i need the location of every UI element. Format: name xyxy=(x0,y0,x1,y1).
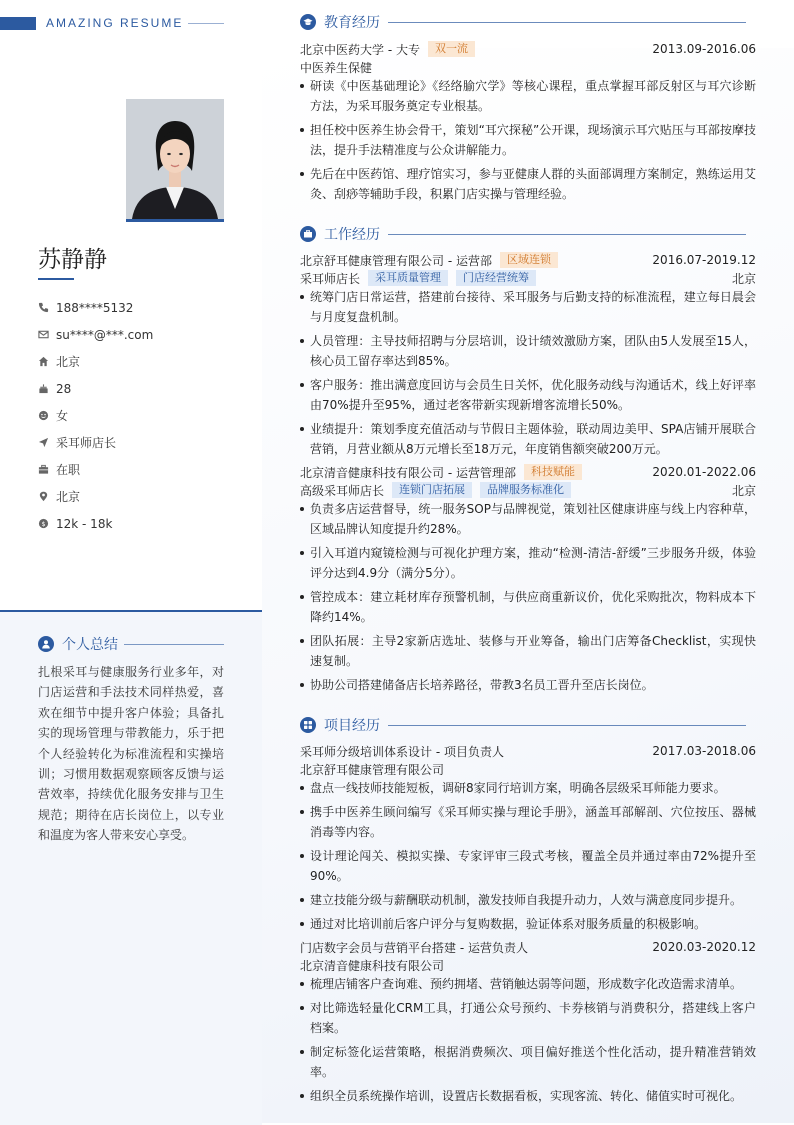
gender-text: 女 xyxy=(56,409,69,423)
job-1-city: 北京 xyxy=(731,271,756,286)
list-item: 人员管理：主导技师招聘与分层培训，设计绩效激励方案，团队由5人发展至15人，核心员工留存率达到85%。 xyxy=(300,331,756,371)
job-1-skill-tag: 门店经营统筹 xyxy=(456,270,536,286)
job-2-skill-tag: 连锁门店拓展 xyxy=(392,482,472,498)
user-icon xyxy=(38,636,54,652)
list-item: 业绩提升：策划季度充值活动与节假日主题体验，联动周边美甲、SPA店铺开展联合营销，月营业额从8万元增长至18万元，年度销售额突破200万元。 xyxy=(300,419,756,459)
projects-header xyxy=(300,715,746,735)
summary-divider xyxy=(124,644,224,645)
age-text: 28 xyxy=(56,381,72,396)
job-2-company-line xyxy=(300,463,756,481)
job-1-date: 2016.07-2019.12 xyxy=(652,253,756,267)
education-tag: 双一流 xyxy=(428,41,475,57)
education-major-line xyxy=(300,58,756,76)
project-2-name: 门店数字会员与营销平台搭建 - 运营负责人 xyxy=(300,940,528,955)
job-2-role: 高级采耳师店长 xyxy=(300,483,385,498)
job-2-role-line xyxy=(300,481,756,499)
project-1-org-line xyxy=(300,760,756,778)
info-email xyxy=(38,321,248,348)
info-home xyxy=(38,348,248,375)
brand-divider xyxy=(188,23,224,24)
job-1-bullets xyxy=(300,287,756,463)
list-item: 管控成本：建立耗材库存预警机制，与供应商重新议价，优化采购批次，物料成本下降约14%。 xyxy=(300,587,756,627)
project-1-org: 北京舒耳健康管理有限公司 xyxy=(300,762,445,777)
grid-icon xyxy=(300,717,316,733)
project-2-date: 2020.03-2020.12 xyxy=(652,940,756,954)
briefcase-icon xyxy=(38,464,49,475)
list-item: 协助公司搭建储备店长培养路径，带教3名员工晋升至店长岗位。 xyxy=(300,675,756,695)
job-1-role: 采耳师店长 xyxy=(300,271,361,286)
info-status xyxy=(38,456,248,483)
brand-label: AMAZING RESUME xyxy=(46,16,184,30)
work-header xyxy=(300,224,746,244)
list-item: 担任校中医养生协会骨干，策划“耳穴探秘”公开课，现场演示耳穴贴压与耳部按摩技法，提升手法精准度与公众讲解能力。 xyxy=(300,120,756,160)
info-location xyxy=(38,483,248,510)
job-1-skill-tag: 采耳质量管理 xyxy=(368,270,448,286)
list-item: 设计理论闯关、模拟实操、专家评审三段式考核，覆盖全员并通过率由72%提升至90%。 xyxy=(300,846,756,886)
location-icon xyxy=(38,491,49,502)
job-2-date: 2020.01-2022.06 xyxy=(652,465,756,479)
smile-icon xyxy=(38,410,49,421)
education-divider xyxy=(388,22,746,23)
info-phone xyxy=(38,294,248,321)
send-icon xyxy=(38,437,49,448)
list-item: 研读《中医基础理论》《经络腧穴学》等核心课程，重点掌握耳部反射区与耳穴诊断方法，为采耳服务奠定专业根基。 xyxy=(300,76,756,116)
education-school-line xyxy=(300,40,756,58)
info-age xyxy=(38,375,248,402)
job-1-role-line xyxy=(300,269,756,287)
info-gender xyxy=(38,402,248,429)
list-item: 客户服务：推出满意度回访与会员生日关怀，优化服务动线与沟通话术，线上好评率由70%提升至95%，通过老客带新实现新增客流增长50%。 xyxy=(300,375,756,415)
list-item: 团队拓展：主导2家新店选址、装修与开业筹备，输出门店筹备Checklist，实现快速复制。 xyxy=(300,631,756,671)
salary-text: 12k - 18k xyxy=(56,516,113,531)
candidate-name: 苏静静 xyxy=(38,247,107,273)
project-1-name: 采耳师分级培训体系设计 - 项目负责人 xyxy=(300,744,504,759)
info-salary xyxy=(38,510,248,537)
location-text: 北京 xyxy=(56,490,81,504)
name-underline xyxy=(38,278,74,280)
job-1-company-line xyxy=(300,251,756,269)
phone-icon xyxy=(38,302,49,313)
position-text: 采耳师店长 xyxy=(56,436,117,450)
profile-photo xyxy=(126,99,224,222)
list-item: 对比筛选轻量化CRM工具，打通公众号预约、卡券核销与消费积分，搭建线上客户档案。 xyxy=(300,998,756,1038)
home-icon xyxy=(38,356,49,367)
list-item: 统筹门店日常运营，搭建前台接待、采耳服务与后勤支持的标准流程，建立每日晨会与月度复盘机制。 xyxy=(300,287,756,327)
info-position xyxy=(38,429,248,456)
project-2-bullets xyxy=(300,974,756,1110)
job-2-bullets xyxy=(300,499,756,699)
list-item: 盘点一线技师技能短板，调研8家同行培训方案，明确各层级采耳师能力要求。 xyxy=(300,778,756,798)
job-2-city: 北京 xyxy=(731,483,756,498)
summary-header xyxy=(38,634,224,654)
list-item: 通过对比培训前后客户评分与复购数据，验证体系对服务质量的积极影响。 xyxy=(300,914,756,934)
summary-text: 扎根采耳与健康服务行业多年，对门店运营和手法技术同样热爱，喜欢在细节中提升客户体验；具备扎实的现场管理与带教能力，乐于把个人经验转化为标准流程和实操培训；习惯用数据观察顾客反馈与运营效率，持续优化服务安排与卫生规范；期待在店长岗位上，以专业和温度为客人带来安心享受。 xyxy=(38,665,224,843)
list-item: 负责多店运营督导，统一服务SOP与品牌视觉，策划社区健康讲座与线上内容种草，区域品牌认知度提升约28%。 xyxy=(300,499,756,539)
project-1-date: 2017.03-2018.06 xyxy=(652,744,756,758)
list-item: 引入耳道内窥镜检测与可视化护理方案，推动“检测-清洁-舒缓”三步服务升级，体验评分达到4.9分（满分5分）。 xyxy=(300,543,756,583)
job-1-tag: 区域连锁 xyxy=(500,252,558,268)
list-item: 建立技能分级与薪酬联动机制，激发技师自我提升动力，人效与满意度同步提升。 xyxy=(300,890,756,910)
projects-divider xyxy=(388,725,746,726)
svg-text:$: $ xyxy=(41,519,46,528)
project-2-name-line xyxy=(300,938,756,956)
education-major: 中医养生保健 xyxy=(300,60,373,75)
projects-title: 项目经历 xyxy=(324,718,380,734)
email-text: su****@***.com xyxy=(56,327,154,342)
list-item: 先后在中医药馆、理疗馆实习，参与亚健康人群的头面部调理方案制定，熟练运用艾灸、刮痧等辅助手段，积累门店实操与管理经验。 xyxy=(300,164,756,204)
project-1-bullets xyxy=(300,778,756,938)
work-divider xyxy=(388,234,746,235)
list-item: 组织全员系统操作培训，设置店长数据看板，实现客流、转化、储值实时可视化。 xyxy=(300,1086,756,1106)
graduation-cap-icon xyxy=(300,14,316,30)
cake-icon xyxy=(38,383,49,394)
briefcase-icon xyxy=(300,226,316,242)
project-1-name-line xyxy=(300,742,756,760)
contact-info-list xyxy=(38,294,248,537)
education-date: 2013.09-2016.06 xyxy=(652,42,756,56)
project-2-org-line xyxy=(300,956,756,974)
summary-title: 个人总结 xyxy=(62,637,118,653)
education-bullets xyxy=(300,76,756,208)
list-item: 携手中医养生顾问编写《采耳师实操与理论手册》，涵盖耳部解剖、穴位按压、器械消毒等内容。 xyxy=(300,802,756,842)
education-header xyxy=(300,12,746,32)
home-text: 北京 xyxy=(56,355,81,369)
list-item: 制定标签化运营策略，根据消费频次、项目偏好推送个性化活动，提升精准营销效率。 xyxy=(300,1042,756,1082)
work-title: 工作经历 xyxy=(324,227,380,243)
money-icon xyxy=(38,518,49,529)
portrait-icon xyxy=(126,99,224,219)
job-2-company: 北京清音健康科技有限公司 - 运营管理部 xyxy=(300,465,516,480)
education-school: 北京中医药大学 - 大专 xyxy=(300,42,420,57)
education-title: 教育经历 xyxy=(324,15,380,31)
phone-text: 188****5132 xyxy=(56,300,134,315)
brand-bar xyxy=(0,17,36,30)
job-2-tag: 科技赋能 xyxy=(524,464,582,480)
job-1-company: 北京舒耳健康管理有限公司 - 运营部 xyxy=(300,253,492,268)
list-item: 梳理店铺客户查询难、预约拥堵、营销触达弱等问题，形成数字化改造需求清单。 xyxy=(300,974,756,994)
job-2-skill-tag: 品牌服务标准化 xyxy=(480,482,571,498)
project-2-org: 北京清音健康科技有限公司 xyxy=(300,958,445,973)
mail-icon xyxy=(38,329,49,340)
status-text: 在职 xyxy=(56,463,81,477)
